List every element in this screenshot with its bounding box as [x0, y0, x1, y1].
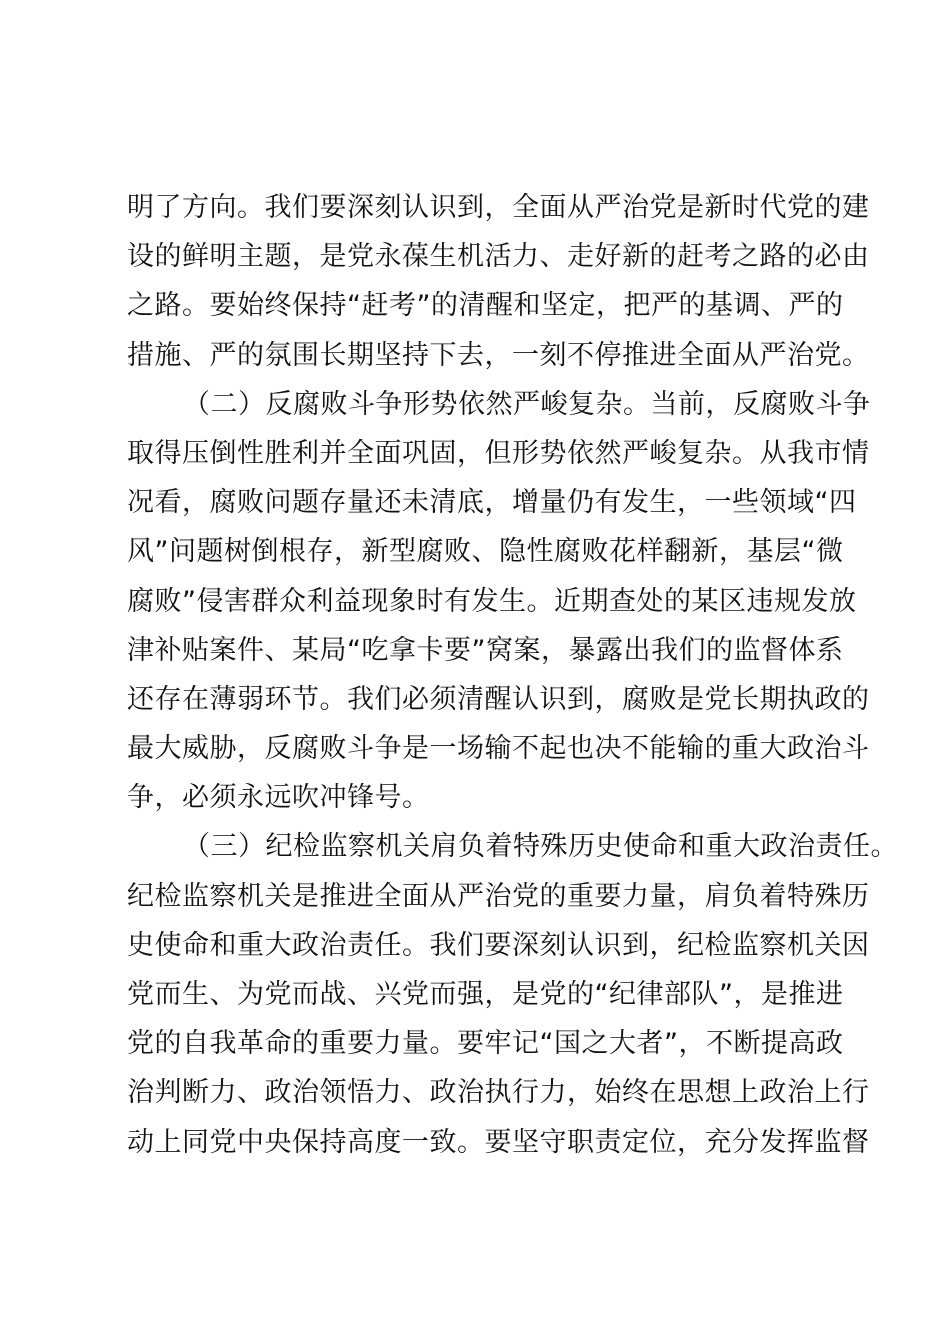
text-line: 风”问题树倒根存，新型腐败、隐性腐败花样翻新，基层“微	[127, 536, 844, 568]
text-line: 党而生、为党而战、兴党而强，是党的“纪律部队”，是推进	[127, 979, 844, 1010]
text-line: 况看，腐败问题存量还未清底，增量仍有发生，一些领域“四	[127, 487, 857, 519]
text-line: 最大威胁，反腐败斗争是一场输不起也决不能输的重大政治斗	[127, 733, 870, 765]
document-body	[127, 183, 898, 1167]
section-heading-line: （二）反腐败斗争形势依然严峻复杂。当前，反腐败斗争	[183, 388, 871, 420]
text-line: 取得压倒性胜利并全面巩固，但形势依然严峻复杂。从我市情	[127, 437, 870, 469]
section-heading-line: （三）纪检监察机关肩负着特殊历史使命和重大政治责任。	[183, 831, 898, 863]
text-line: 动上同党中央保持高度一致。要坚守职责定位，充分发挥监督	[127, 1126, 870, 1158]
text-line: 党的自我革命的重要力量。要牢记“国之大者”，不断提高政	[127, 1028, 844, 1060]
text-line: 争，必须永远吹冲锋号。	[127, 782, 430, 814]
text-line: 设的鲜明主题，是党永葆生机活力、走好新的赶考之路的必由	[127, 241, 870, 273]
text-line: 腐败”侵害群众利益现象时有发生。近期查处的某区违规发放	[127, 585, 857, 617]
text-line: 还存在薄弱环节。我们必须清醒认识到，腐败是党长期执政的	[127, 683, 870, 715]
text-line: 史使命和重大政治责任。我们要深刻认识到，纪检监察机关因	[127, 929, 870, 961]
text-line: 明了方向。我们要深刻认识到，全面从严治党是新时代党的建	[127, 192, 870, 223]
text-line: 措施、严的氛围长期坚持下去，一刻不停推进全面从严治党。	[127, 339, 870, 371]
text-line: 纪检监察机关是推进全面从严治党的重要力量，肩负着特殊历	[127, 880, 870, 912]
text-line: 治判断力、政治领悟力、政治执行力，始终在思想上政治上行	[127, 1077, 870, 1109]
text-line: 之路。要始终保持“赶考”的清醒和坚定，把严的基调、严的	[127, 290, 844, 322]
text-line: 津补贴案件、某局“吃拿卡要”窝案，暴露出我们的监督体系	[127, 634, 844, 666]
